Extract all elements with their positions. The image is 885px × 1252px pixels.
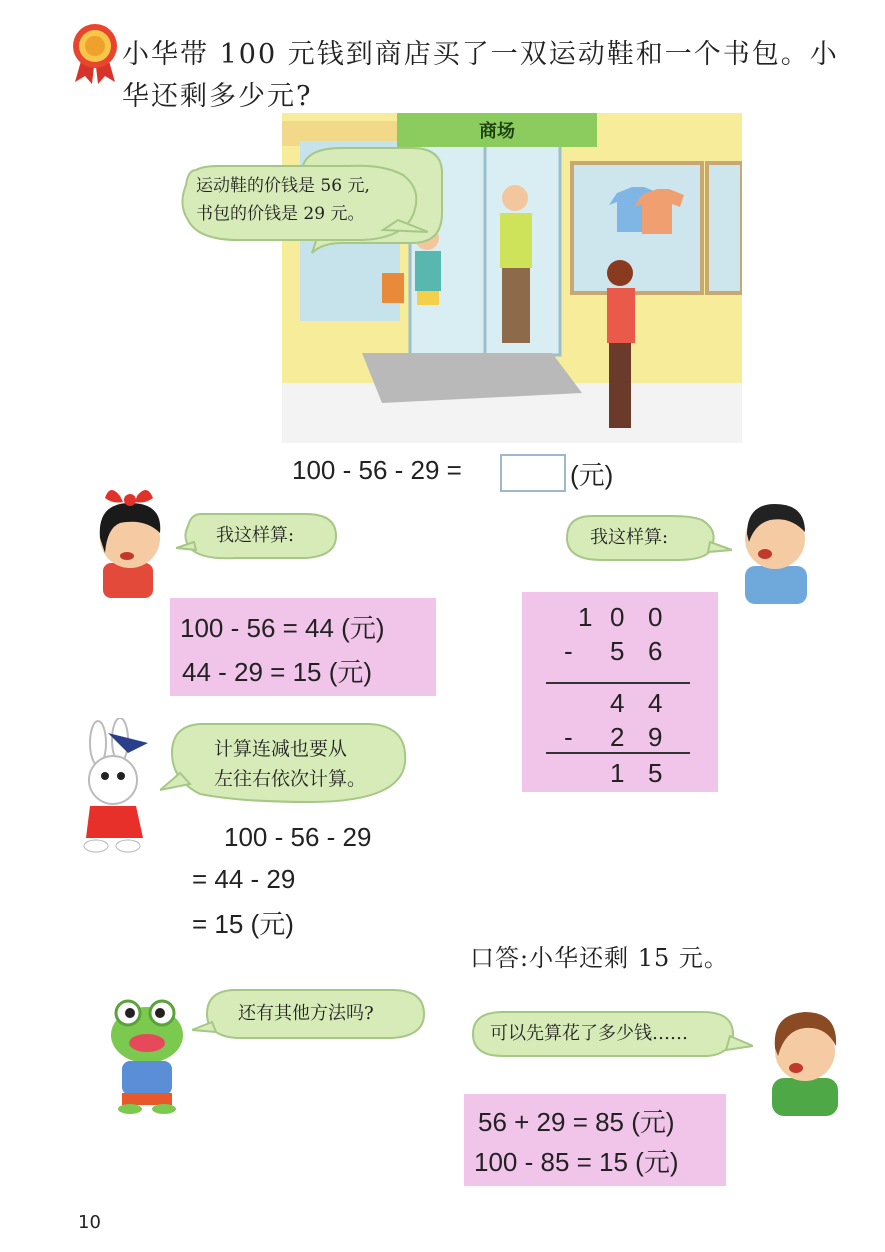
v-r1-d3: 0 bbox=[648, 602, 663, 632]
v-r3-d1: 4 bbox=[610, 688, 625, 718]
medal-icon bbox=[68, 22, 122, 86]
rabbit-speech-line-2: 左往右依次计算。 bbox=[214, 768, 367, 790]
price-bubble-lines bbox=[196, 172, 426, 228]
rabbit-speech-line-1: 计算连减也要从 bbox=[214, 738, 348, 760]
v-r5-d2: 5 bbox=[648, 758, 663, 788]
boy-avatar bbox=[735, 484, 815, 604]
boy2-speech-text: 可以先算花了多少钱…… bbox=[490, 1023, 688, 1044]
boy2-step-1: 56 + 29 = 85 (元) bbox=[478, 1107, 675, 1137]
equation-unit: (元) bbox=[570, 460, 614, 490]
v-r4-sign: - bbox=[564, 722, 573, 752]
answer-box[interactable] bbox=[500, 454, 566, 492]
page-number: 10 bbox=[78, 1212, 101, 1233]
v-r3-d2: 4 bbox=[648, 688, 663, 718]
girl-speech-text: 我这样算: bbox=[216, 525, 295, 546]
v-r1-d1: 1 bbox=[578, 602, 593, 632]
store-sign-text: 商场 bbox=[479, 121, 515, 142]
v-r2-sign: - bbox=[564, 636, 573, 666]
v-r4-d2: 9 bbox=[648, 722, 663, 752]
rabbit-step-2: = 44 - 29 bbox=[192, 864, 296, 894]
rabbit-avatar bbox=[68, 718, 168, 853]
problem-text: 小华带 100 元钱到商店买了一双运动鞋和一个书包。小华还剩多少元? bbox=[122, 39, 839, 112]
frog-speech-text: 还有其他方法吗? bbox=[238, 1003, 374, 1024]
v-line-2 bbox=[546, 752, 690, 754]
v-r2-d2: 6 bbox=[648, 636, 663, 666]
v-r5-d1: 1 bbox=[610, 758, 625, 788]
boy2-step-2: 100 - 85 = 15 (元) bbox=[474, 1147, 679, 1177]
frog-avatar bbox=[100, 995, 195, 1115]
rabbit-speech-text bbox=[214, 734, 366, 794]
girl-step-1: 100 - 56 = 44 (元) bbox=[180, 613, 385, 643]
bag-price-text: 书包的价钱是 29 元。 bbox=[196, 204, 365, 224]
rabbit-step-3: = 15 (元) bbox=[192, 909, 294, 939]
shoe-price-text: 运动鞋的价钱是 56 元, bbox=[196, 176, 370, 196]
answer-text: 口答:小华还剩 15 元。 bbox=[470, 944, 729, 972]
v-line-1 bbox=[546, 682, 690, 684]
rabbit-step-1: 100 - 56 - 29 bbox=[224, 822, 372, 852]
girl-avatar bbox=[85, 478, 175, 598]
v-r2-d1: 5 bbox=[610, 636, 625, 666]
v-r1-d2: 0 bbox=[610, 602, 625, 632]
boy-speech-text: 我这样算: bbox=[590, 527, 669, 548]
girl-step-2: 44 - 29 = 15 (元) bbox=[182, 657, 373, 687]
v-r4-d1: 2 bbox=[610, 722, 625, 752]
main-equation: 100 - 56 - 29 = bbox=[292, 455, 462, 485]
boy2-avatar bbox=[760, 996, 850, 1116]
